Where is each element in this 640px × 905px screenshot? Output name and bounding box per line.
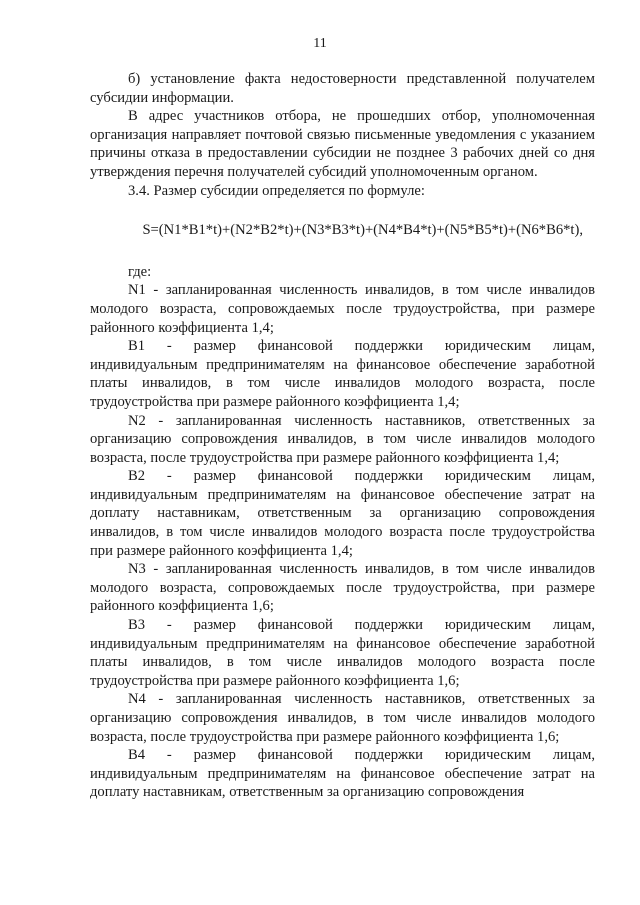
- definition-b4: B4 - размер финансовой поддержки юридическим лицам, индивидуальным предпринимателям на финансовое обеспечение затрат на доплату наставникам, ответственным за организацию сопровождения: [90, 747, 595, 801]
- subsidy-formula: S=(N1*B1*t)+(N2*B2*t)+(N3*B3*t)+(N4*B4*t)+(N5*B5*t)+(N6*B6*t),: [142, 222, 583, 239]
- paragraph-item-b: б) установление факта недостоверности представленной получателем субсидии информации.: [90, 71, 595, 106]
- page-number: 11: [313, 36, 327, 51]
- paragraph-where: где:: [128, 263, 152, 280]
- paragraph-clause-3-4: 3.4. Размер субсидии определяется по формуле:: [128, 182, 425, 199]
- definition-b2: B2 - размер финансовой поддержки юридическим лицам, индивидуальным предпринимателям на финансовое обеспечение затрат на доплату наставникам, ответственным за организацию сопровождения инвалидов, в том числе инвалидов молодого возраста после трудоустройства при размере районного коэффициента 1,4;: [90, 468, 595, 559]
- definition-n4: N4 - запланированная численность наставников, ответственных за организацию сопровождения инвалидов, в том числе инвалидов молодого возраста, после трудоустройства при размере районного коэффициента 1,6;: [90, 691, 595, 745]
- document-body: [90, 70, 595, 802]
- definition-n1: N1 - запланированная численность инвалидов, в том числе инвалидов молодого возраста, сопровождаемых после трудоустройства, при размере районного коэффициента 1,4;: [90, 282, 595, 336]
- definition-b3: B3 - размер финансовой поддержки юридическим лицам, индивидуальным предпринимателям на финансовое обеспечение заработной платы инвалидов, в том числе инвалидов молодого возраста после трудоустройства при размере районного коэффициента 1,6;: [90, 617, 595, 689]
- definition-b1: B1 - размер финансовой поддержки юридическим лицам, индивидуальным предпринимателям на финансовое обеспечение заработной платы инвалидов, в том числе инвалидов молодого возраста, после трудоустройства при размере районного коэффициента 1,4;: [90, 338, 595, 410]
- definition-n3: N3 - запланированная численность инвалидов, в том числе инвалидов молодого возраста, сопровождаемых после трудоустройства, при размере районного коэффициента 1,6;: [90, 561, 595, 615]
- paragraph-rejection-notice: В адрес участников отбора, не прошедших отбор, уполномоченная организация направляет почтовой связью письменные уведомления с указанием причины отказа в предоставлении субсидии не позднее 3 рабочих дней со дня утверждения перечня получателей субсидий уполномоченным органом.: [90, 108, 595, 180]
- definition-n2: N2 - запланированная численность наставников, ответственных за организацию сопровождения инвалидов, в том числе инвалидов молодого возраста, после трудоустройства при размере районного коэффициента 1,4;: [90, 412, 595, 466]
